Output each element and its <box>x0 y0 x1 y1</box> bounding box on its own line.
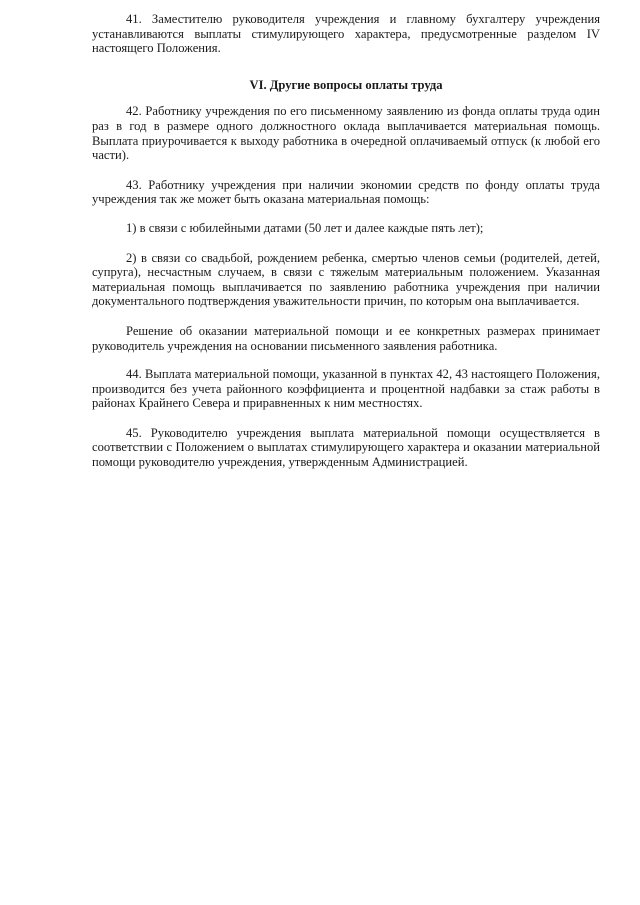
document-body <box>92 12 600 470</box>
paragraph-43-item-2: 2) в связи со свадьбой, рождением ребенка, смертью членов семьи (родителей, детей, супруга), несчастным случаем, в связи с тяжелым материальным положением. Указанная материальная помощь выплачивается по заявлению работника учреждения при наличии документального подтверждения уважительности причин, по которым она выплачивается. <box>92 250 600 309</box>
paragraph-44: 44. Выплата материальной помощи, указанной в пунктах 42, 43 настоящего Положения, производится без учета районного коэффициента и процентной надбавки за стаж работы в районах Крайнего Севера и приравненных к ним местностях. <box>92 367 600 411</box>
paragraph-45: 45. Руководителю учреждения выплата материальной помощи осуществляется в соответствии с Положением о выплатах стимулирующего характера и оказании материальной помощи руководителю учреждения, утвержденным Администрацией. <box>92 425 600 470</box>
paragraph-43-decision: Решение об оказании материальной помощи и ее конкретных размерах принимает руководитель учреждения на основании письменного заявления работника. <box>92 323 600 353</box>
paragraph-43: 43. Работнику учреждения при наличии экономии средств по фонду оплаты труда учреждения так же может быть оказана материальная помощь: <box>92 177 600 207</box>
paragraph-41: 41. Заместителю руководителя учреждения и главному бухгалтеру учреждения устанавливаются выплаты стимулирующего характера, предусмотренные разделом IV настоящего Положения. <box>92 12 600 56</box>
section-title: VI. Другие вопросы оплаты труда <box>249 77 443 92</box>
paragraph-42: 42. Работнику учреждения по его письменному заявлению из фонда оплаты труда один раз в год в размере одного должностного оклада выплачивается материальная помощь. Выплата приурочивается к выходу работника в очередной оплачиваемый отпуск (к любой его части). <box>92 104 600 163</box>
paragraph-43-item-1: 1) в связи с юбилейными датами (50 лет и далее каждые пять лет); <box>126 220 484 235</box>
